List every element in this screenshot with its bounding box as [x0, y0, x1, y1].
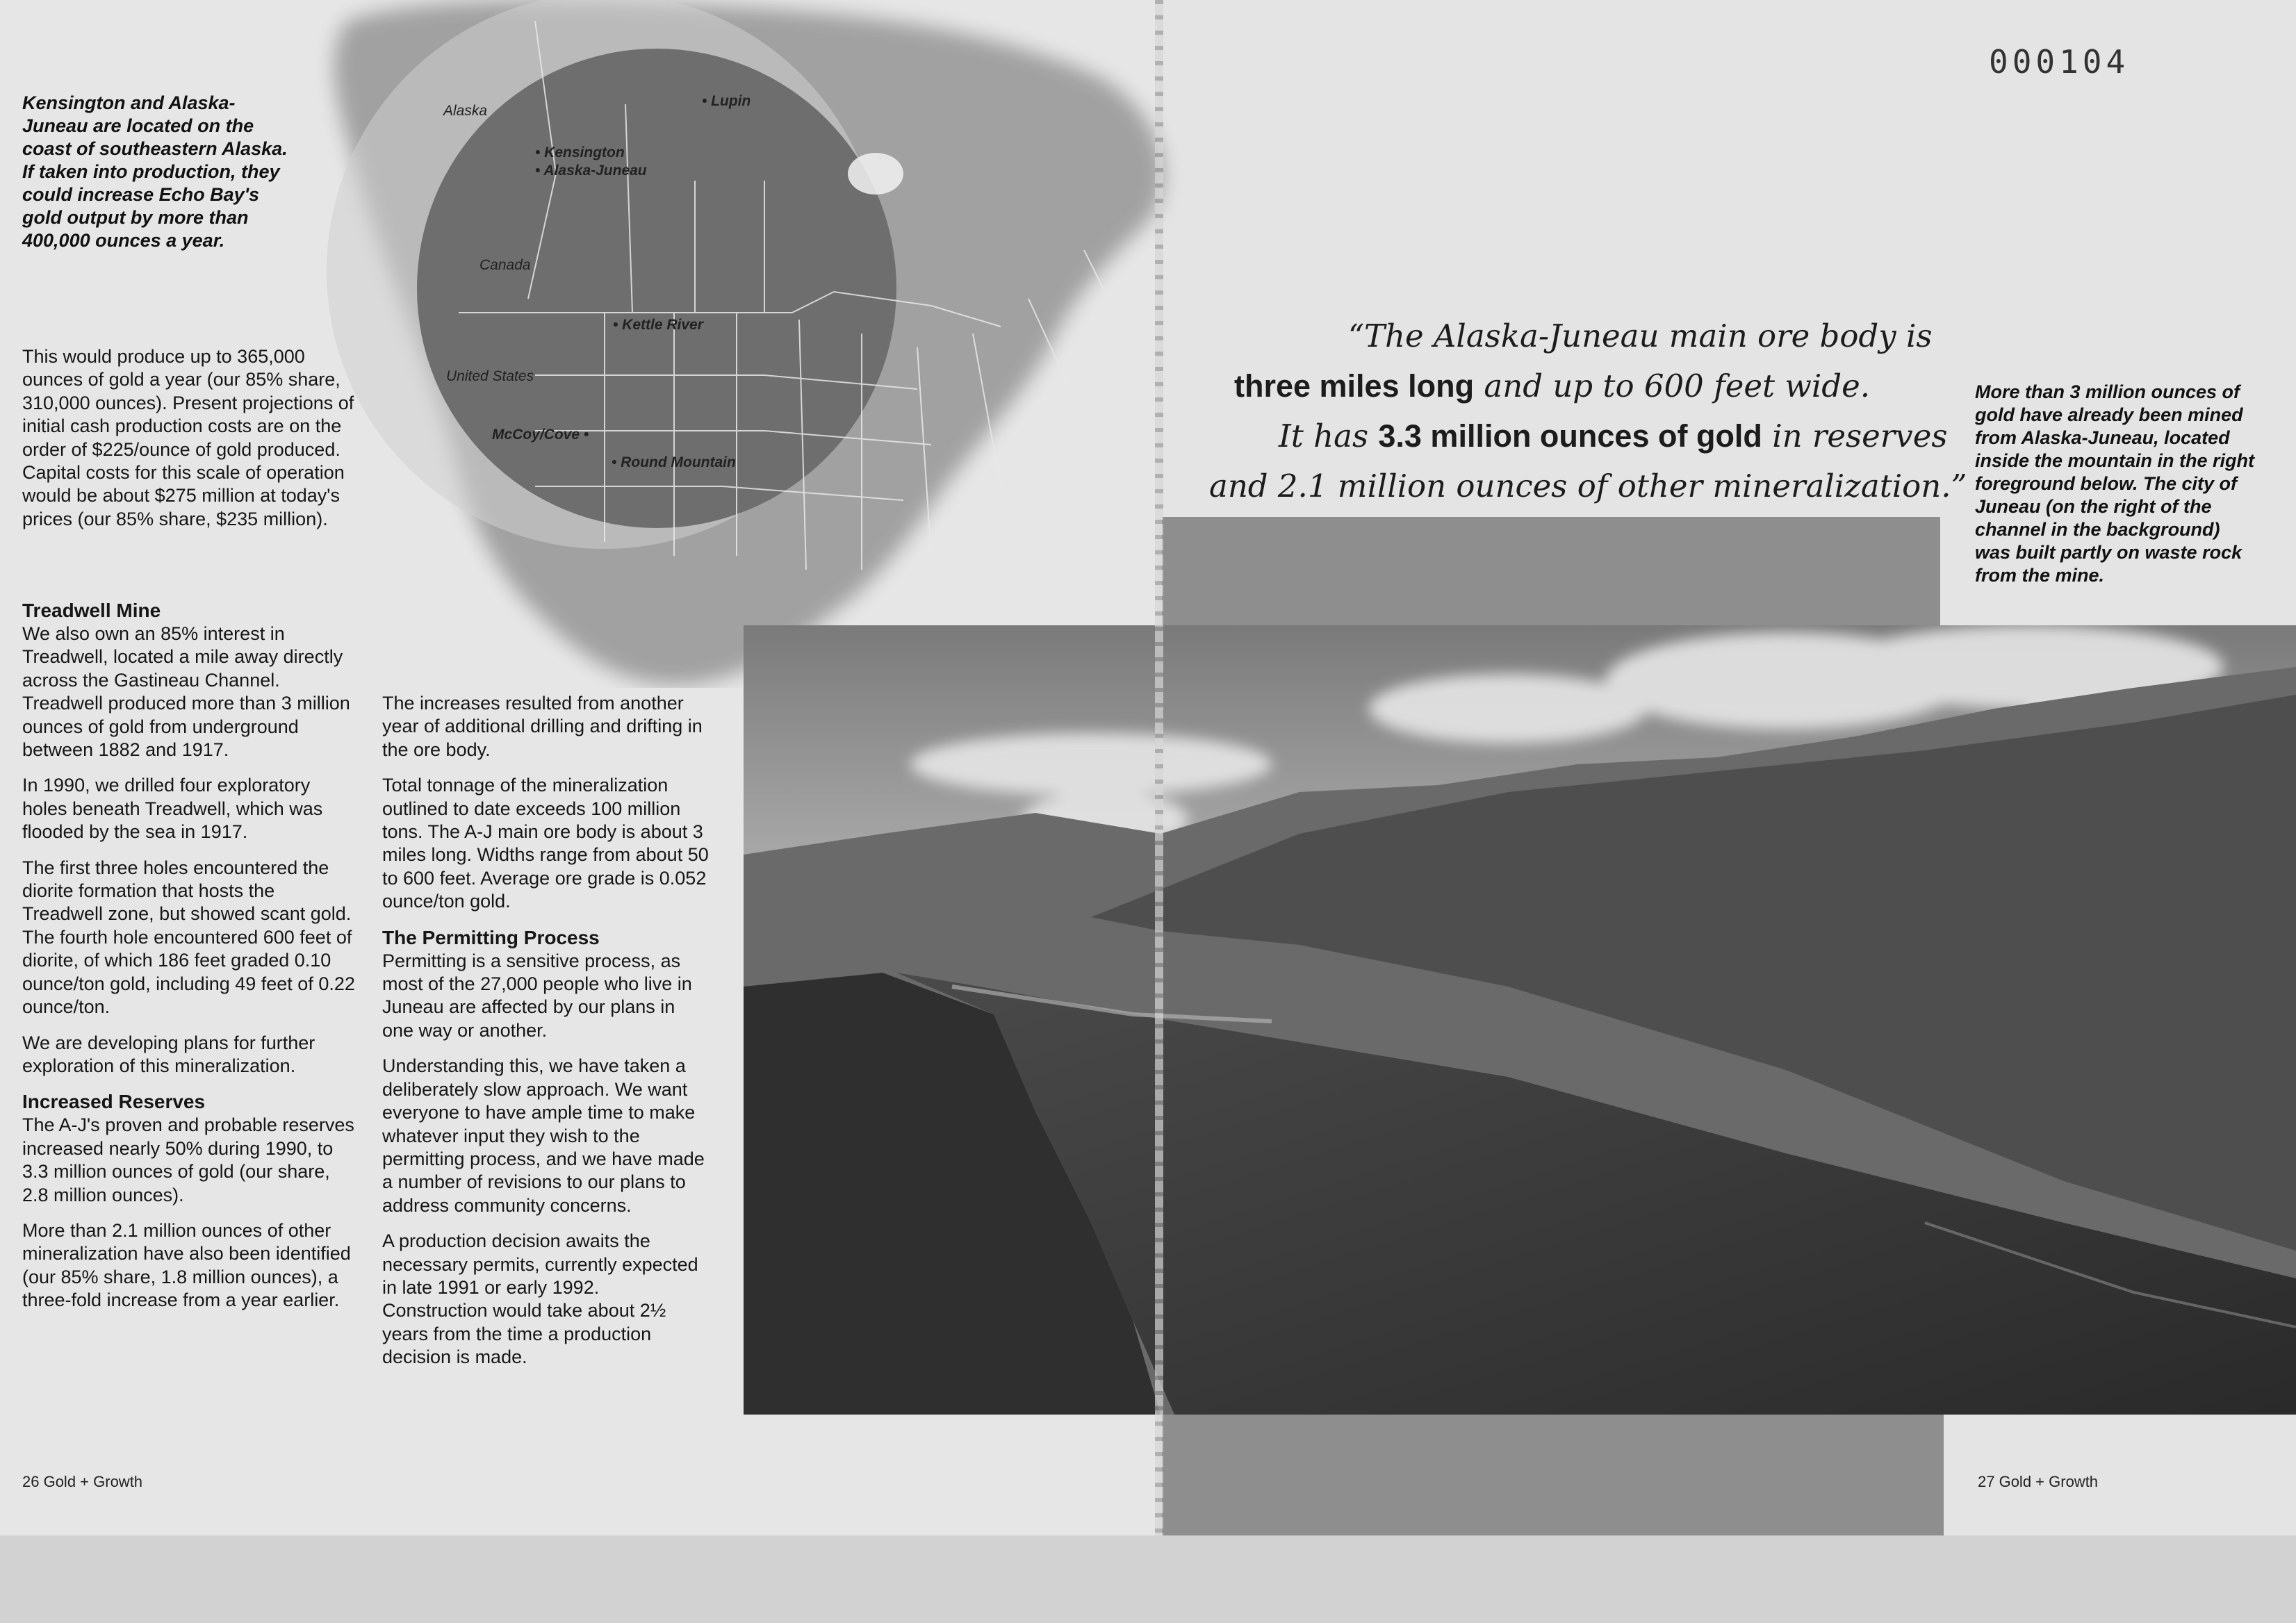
grey-panel-bottom	[1162, 1415, 1944, 1535]
map-label-alaska: Alaska	[443, 103, 488, 119]
permitting-paragraph-3: A production decision awaits the necessary permits, currently expected in late 1991 or early 1992. Construction would take about 2½ years from the time a production decision is made.	[382, 1230, 698, 1368]
aerial-photo-juneau	[744, 625, 2296, 1415]
quote-line-2-rest: and up to 600 feet wide.	[1474, 368, 1871, 404]
map-caption: Kensington and Alaska-Juneau are located on the coast of southeastern Alaska. If taken into production, they could increase Echo Bay's gold output by more than 400,000 ounces a year.	[22, 92, 288, 251]
treadwell-paragraph-2: In 1990, we drilled four exploratory holes beneath Treadwell, which was flooded by the sea in 1917.	[22, 775, 323, 843]
treadwell-paragraph-4: We are developing plans for further exploration of this mineralization.	[22, 1032, 315, 1076]
permitting-paragraph-2: Understanding this, we have taken a deliberately slow approach. We want everyone to have ample time to make whatever input they wish to the permitting process, and we have made a number of revisions to our plans to address community concerns.	[382, 1055, 705, 1216]
column2-paragraph-1: The increases resulted from another year of additional drilling and drifting in the ore body.	[382, 693, 703, 760]
reserves-paragraph-2: More than 2.1 million ounces of other mineralization have also been identified (our 85% share, 1.8 million ounces), a three-fold increase from a year earlier.	[22, 1219, 351, 1311]
binding-spine	[1155, 0, 1163, 1535]
quote-line-3-start: It has	[1279, 418, 1379, 454]
intro-paragraph: This would produce up to 365,000 ounces of gold a year (our 85% share, 310,000 ounces). Present projections of initial cash production costs are on the order of $225/ounce of gold produced. Capital costs for this scale of operation would be about $275 million at today's prices (our 85% share, $235 million).	[22, 346, 354, 529]
map-label-kettle-river: • Kettle River	[613, 317, 703, 333]
map-label-united-states: United States	[446, 368, 534, 384]
map-label-alaska-juneau: • Alaska-Juneau	[535, 163, 647, 179]
quote-line-3-rest: in reserves	[1762, 418, 1948, 454]
pull-quote	[1181, 311, 1967, 511]
photo-caption: More than 3 million ounces of gold have already been mined from Alaska-Juneau, located inside the mountain in the right foreground below. The city of Juneau (on the right of the channel in the background) was built partly on waste rock from the mine.	[1975, 381, 2254, 586]
treadwell-heading: Treadwell Mine	[22, 600, 161, 621]
quote-line-3	[1181, 411, 1948, 461]
quote-line-4: and 2.1 million ounces of other mineralization.”	[1209, 468, 1967, 504]
map-label-mccoy-cove: McCoy/Cove •	[492, 427, 589, 443]
map-label-lupin: • Lupin	[702, 93, 751, 109]
photo-illustration	[744, 625, 2296, 1415]
map-label-canada: Canada	[479, 257, 531, 273]
reserves-heading: Increased Reserves	[22, 1091, 206, 1113]
document-number-stamp: 000104	[1989, 43, 2130, 81]
permitting-paragraph-1: Permitting is a sensitive process, as most of the 27,000 people who live in Juneau are affected by our plans in one way or another.	[382, 950, 692, 1041]
reserves-paragraph-1: The A-J's proven and probable reserves increased nearly 50% during 1990, to 3.3 million ounces of gold (our share, 2.8 million ounces).	[22, 1114, 354, 1205]
column-1	[22, 599, 356, 1325]
quote-bold-three-miles: three miles long	[1234, 368, 1475, 404]
treadwell-paragraph-3: The first three holes encountered the diorite formation that hosts the Treadwell zone, but showed scant gold. The fourth hole encountered 600 feet of diorite, of which 186 feet graded 0.10 ounce/ton gold, including 49 feet of 0.22 ounce/ton.	[22, 857, 355, 1018]
folio-left: 26 Gold + Growth	[22, 1473, 143, 1490]
column-2	[382, 692, 709, 1382]
hudson-bay-highlight	[848, 153, 903, 195]
quote-line-1: “The Alaska-Juneau main ore body is	[1348, 318, 1933, 354]
grey-panel-top	[1162, 517, 1940, 628]
column-1-intro	[22, 345, 356, 543]
permitting-heading: The Permitting Process	[382, 926, 600, 948]
map-label-round-mountain: • Round Mountain	[612, 454, 736, 470]
scan-background	[0, 1535, 2296, 1623]
north-america-map	[306, 0, 1223, 688]
map-label-kensington: • Kensington	[535, 145, 625, 160]
column2-paragraph-2: Total tonnage of the mineralization outlined to date exceeds 100 million tons. The A-J main ore body is about 3 miles long. Widths range from about 50 to 600 feet. Average ore grade is 0.052 ounce/ton gold.	[382, 775, 709, 912]
quote-bold-ounces: 3.3 million ounces of gold	[1378, 418, 1762, 454]
treadwell-paragraph-1: We also own an 85% interest in Treadwell, located a mile away directly across the Gastineau Channel. Treadwell produced more than 3 million ounces of gold from underground between 1882 and 1917.	[22, 623, 350, 761]
quote-line-2	[1181, 361, 1932, 411]
folio-right: 27 Gold + Growth	[1978, 1473, 2099, 1490]
